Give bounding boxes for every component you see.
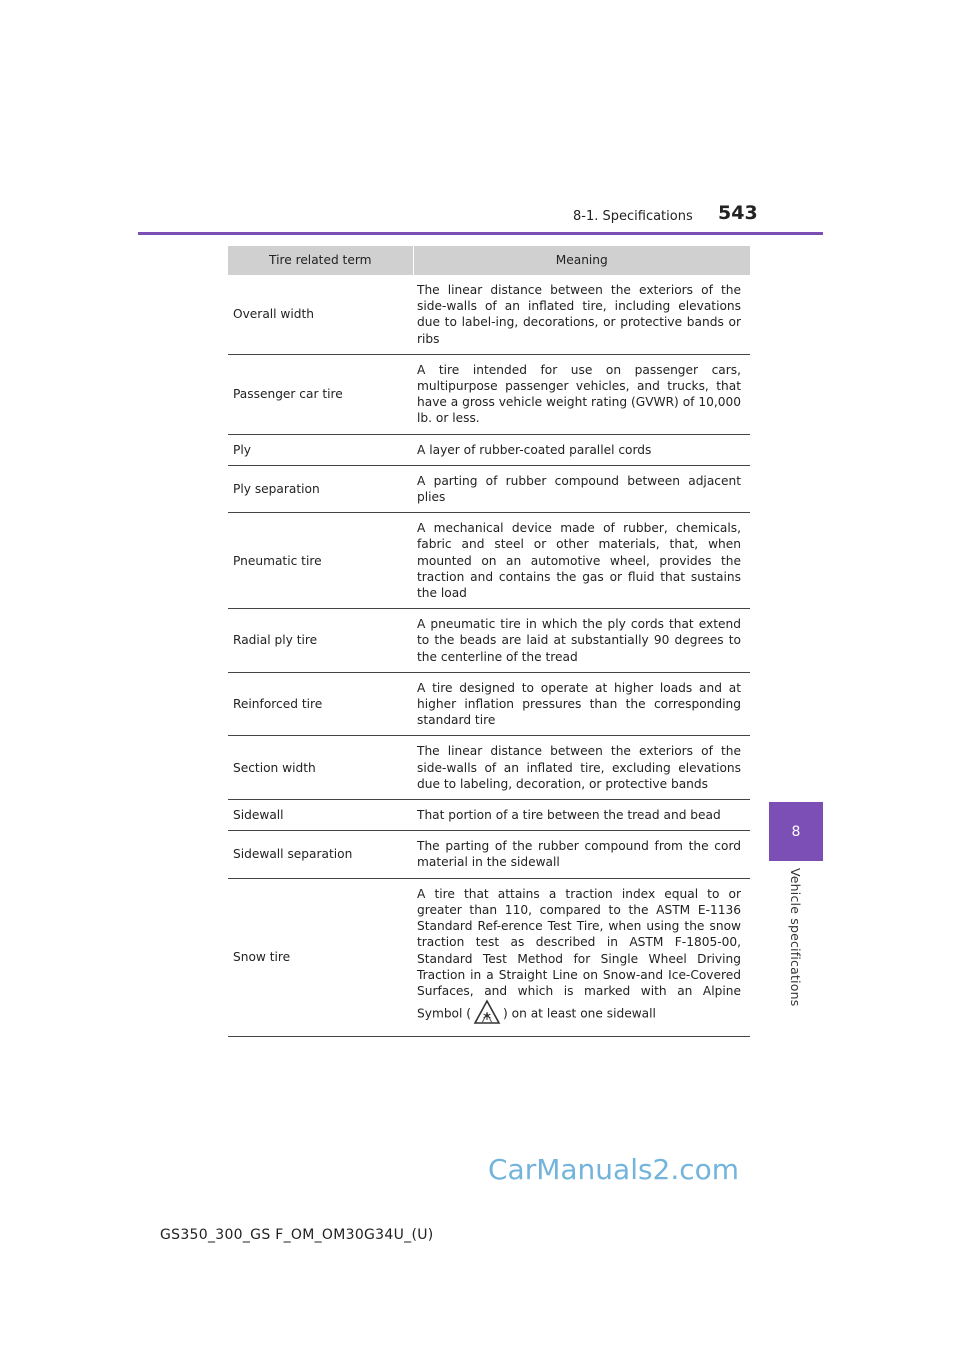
term-cell: Passenger car tire — [228, 354, 413, 434]
page-number: 543 — [718, 202, 758, 224]
column-header-term: Tire related term — [228, 246, 413, 275]
header-divider — [138, 232, 823, 235]
term-cell: Section width — [228, 736, 413, 800]
chapter-title: Vehicle specifications — [788, 868, 803, 1007]
table-row — [228, 354, 750, 434]
table-row — [228, 800, 750, 831]
term-cell: Ply — [228, 434, 413, 465]
meaning-cell: The parting of the rubber compound from the cord material in the sidewall — [413, 831, 750, 878]
meaning-cell: A layer of rubber-coated parallel cords — [413, 434, 750, 465]
table-row — [228, 513, 750, 609]
table-header-row — [228, 246, 750, 275]
term-cell: Overall width — [228, 275, 413, 354]
meaning-cell: That portion of a tire between the tread and bead — [413, 800, 750, 831]
term-cell: Pneumatic tire — [228, 513, 413, 609]
section-title: 8-1. Specifications — [573, 209, 693, 224]
meaning-cell: A parting of rubber compound between adjacent plies — [413, 465, 750, 512]
meaning-cell: A tire intended for use on passenger cars, multipurpose passenger vehicles, and trucks, that have a gross vehicle weight rating (GVWR) of 10,000 lb. or less. — [413, 354, 750, 434]
term-cell: Sidewall — [228, 800, 413, 831]
column-header-meaning: Meaning — [413, 246, 750, 275]
table-row — [228, 672, 750, 736]
alpine-symbol-icon — [473, 999, 501, 1029]
term-cell: Radial ply tire — [228, 609, 413, 673]
table-row — [228, 465, 750, 512]
table-row — [228, 275, 750, 354]
term-cell: Reinforced tire — [228, 672, 413, 736]
meaning-cell — [413, 878, 750, 1037]
table-row — [228, 831, 750, 878]
meaning-cell: The linear distance between the exteriors of the side-walls of an inflated tire, excluding elevations due to labeling, decoration, or protective bands — [413, 736, 750, 800]
table-row — [228, 736, 750, 800]
meaning-text-before-icon: A tire that attains a traction index equal to or greater than 110, compared to the ASTM E-1136 Standard Ref-erence Test Tire, when using the snow traction test as described in ASTM F-1805-00, Standard Test Method for Single Wheel Driving Traction in a Straight Line on Snow-and Ice-Covered Surfaces, and which is marked with an Alpine Symbol ( — [417, 886, 741, 1021]
chapter-number: 8 — [791, 823, 801, 840]
table-row — [228, 878, 750, 1037]
table-row — [228, 609, 750, 673]
meaning-cell: A pneumatic tire in which the ply cords that extend to the beads are laid at substantially 90 degrees to the centerline of the tread — [413, 609, 750, 673]
document-code: GS350_300_GS F_OM_OM30G34U_(U) — [160, 1227, 434, 1243]
term-cell: Snow tire — [228, 878, 413, 1037]
meaning-cell: A mechanical device made of rubber, chemicals, fabric and steel or other materials, that, when mounted on an automotive wheel, provides the traction and contains the gas or fluid that sustains the load — [413, 513, 750, 609]
watermark-logo: CarManuals2.com — [488, 1153, 740, 1186]
table-row — [228, 434, 750, 465]
term-cell: Ply separation — [228, 465, 413, 512]
meaning-text-after-icon: ) on at least one sidewall — [503, 1006, 656, 1021]
chapter-tab — [769, 802, 823, 861]
term-cell: Sidewall separation — [228, 831, 413, 878]
tire-terms-table — [228, 246, 750, 1037]
meaning-cell: A tire designed to operate at higher loads and at higher inflation pressures than the corresponding standard tire — [413, 672, 750, 736]
meaning-cell: The linear distance between the exteriors of the side-walls of an inflated tire, including elevations due to label-ing, decorations, or protective bands or ribs — [413, 275, 750, 354]
